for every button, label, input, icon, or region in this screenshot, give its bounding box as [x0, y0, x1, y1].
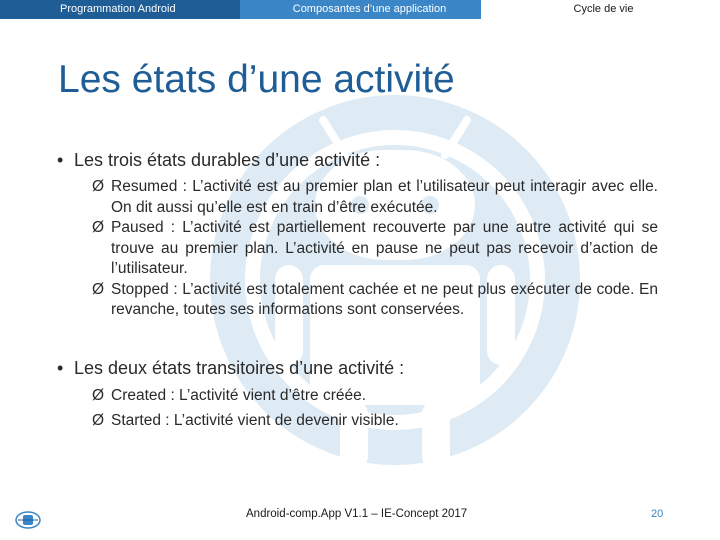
list-item	[92, 218, 658, 280]
footer-text: Android-comp.App V1.1 – IE-Concept 2017	[246, 508, 468, 520]
list-item	[92, 280, 658, 321]
ie-concept-logo-icon	[15, 510, 41, 530]
list-item-text: Created : L’activité vient d’être créée.	[111, 387, 367, 404]
bullet-text: Les trois états durables d’une activité :	[74, 150, 381, 170]
list-item	[92, 411, 658, 432]
bullet-durable-states	[57, 150, 380, 171]
header-tab-section	[481, 0, 720, 19]
list-item	[92, 177, 658, 218]
bullet-glyph: •	[57, 358, 64, 378]
list-item-text: Resumed : L’activité est au premier plan et l’utilisateur peut interagir avec elle. On dit aussi qu’elle est en train d’être exécutée.	[111, 178, 658, 216]
header-tab-chapter: Composantes d’une application	[240, 0, 481, 19]
header-tab-section-label: Cycle de vie	[573, 3, 634, 15]
bullet-glyph: •	[57, 150, 64, 170]
durable-states-list	[92, 177, 658, 321]
header-tab-course: Programmation Android	[0, 0, 240, 19]
list-item-text: Stopped : L’activité est totalement cachée et ne peut plus exécuter de code. En revanche, toutes ses informations sont conservées.	[111, 280, 658, 318]
arrow-bullet-icon: Ø	[92, 387, 105, 404]
arrow-bullet-icon: Ø	[92, 178, 105, 195]
page-number: 20	[651, 508, 664, 520]
arrow-bullet-icon: Ø	[92, 280, 105, 298]
slide-title: Les états d’une activité	[58, 58, 455, 101]
list-item-text: Paused : L’activité est partiellement recouverte par une autre activité qui se trouve au premier plan. L’activité en pause ne peut pas recevoir d’action de l’utilisateur.	[111, 219, 658, 277]
arrow-bullet-icon: Ø	[92, 219, 105, 236]
bullet-text: Les deux états transitoires d’une activité :	[74, 358, 405, 378]
bullet-transitory-states	[57, 358, 404, 379]
list-item	[92, 386, 658, 407]
header-bar	[0, 0, 720, 19]
arrow-bullet-icon: Ø	[92, 411, 105, 429]
transitory-states-list	[92, 386, 658, 431]
list-item-text: Started : L’activité vient de devenir visible.	[111, 411, 399, 429]
